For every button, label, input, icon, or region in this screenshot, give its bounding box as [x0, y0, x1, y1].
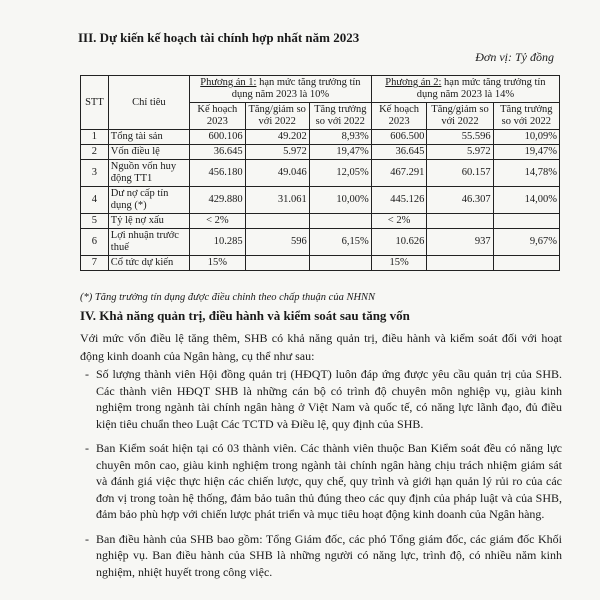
- cell-stt: 4: [81, 187, 109, 214]
- bullet-list: [78, 366, 562, 588]
- cell-indicator: Lợi nhuận trước thuế: [108, 229, 189, 256]
- cell-stt: 7: [81, 256, 109, 271]
- cell-plan-1-target: 456.180: [190, 160, 246, 187]
- cell-plan-2-target: 606.500: [371, 130, 427, 145]
- plan-2-title: Phương án 2:: [385, 77, 442, 88]
- section-3-title: III. Dự kiến kế hoạch tài chính hợp nhất năm 2023: [78, 30, 360, 45]
- cell-plan-2-target: 10.626: [371, 229, 427, 256]
- cell-plan-1-change: [245, 214, 309, 229]
- bullet-text: Số lượng thành viên Hội đồng quản trị (HĐQT) luôn đáp ứng được yêu cầu quản trị của SHB. Các thành viên HĐQT SHB là những cán bộ có trình độ chuyên môn nghiệp vụ, giàu kinh nghiệm trong ngành tài chính ngân hàng ở Việt Nam và quốc tế, có năng lực lãnh đạo, đủ điều kiện tiêu chuẩn theo Luật Các TCTD và Điều lệ, quy định của SHB.: [96, 367, 562, 431]
- bullet-dash-icon: -: [85, 367, 89, 381]
- table-row: [81, 187, 560, 214]
- table-row: [81, 256, 560, 271]
- cell-plan-2-change: [427, 256, 493, 271]
- cell-plan-2-change: 60.157: [427, 160, 493, 187]
- cell-plan-1-growth: 12,05%: [309, 160, 371, 187]
- cell-plan-2-change: 5.972: [427, 145, 493, 160]
- cell-plan-2-growth: [493, 214, 559, 229]
- cell-plan-2-growth: [493, 256, 559, 271]
- table-row: [81, 160, 560, 187]
- cell-plan-1-target: 600.106: [190, 130, 246, 145]
- header-plan-2: [371, 76, 559, 103]
- cell-plan-1-growth: 10,00%: [309, 187, 371, 214]
- cell-plan-1-target: 10.285: [190, 229, 246, 256]
- bullet-dash-icon: -: [85, 441, 89, 455]
- cell-plan-2-growth: 14,78%: [493, 160, 559, 187]
- cell-plan-1-growth: 8,93%: [309, 130, 371, 145]
- table-row: [81, 145, 560, 160]
- cell-plan-2-growth: 19,47%: [493, 145, 559, 160]
- cell-stt: 5: [81, 214, 109, 229]
- header-stt: STT: [81, 76, 109, 130]
- cell-plan-2-growth: 14,00%: [493, 187, 559, 214]
- cell-plan-1-target: 36.645: [190, 145, 246, 160]
- sub-header-plan-1-target: Kế hoạch 2023: [190, 103, 246, 130]
- cell-plan-1-target: < 2%: [190, 214, 246, 229]
- cell-plan-2-change: [427, 214, 493, 229]
- bullet-text: Ban Kiểm soát hiện tại có 03 thành viên. Các thành viên thuộc Ban Kiểm soát đều có năng lực chuyên môn cao, giàu kinh nghiệm trong ngành tài chính ngân hàng chịu trách nhiệm giám sát và đánh giá việc thực hiện các chiến lược, quy chế, quy trình và giới hạn quản lý rủi ro của các đơn vị trong toàn hệ thống, đảm bảo tuân thủ đúng theo các quy định của pháp luật và của SHB, đảm bảo phù hợp với chiến lược phát triển và mục tiêu hoạt động kinh doanh của Ngân hàng.: [96, 441, 562, 521]
- sub-header-plan-1-growth: Tăng trưởng so với 2022: [309, 103, 371, 130]
- cell-plan-1-change: 596: [245, 229, 309, 256]
- table-footnote: (*) Tăng trưởng tín dụng được điều chỉnh theo chấp thuận của NHNN: [80, 292, 376, 303]
- cell-plan-1-growth: 6,15%: [309, 229, 371, 256]
- section-4-title: IV. Khả năng quản trị, điều hành và kiểm soát sau tăng vốn: [80, 308, 410, 323]
- cell-indicator: Dư nợ cấp tín dụng (*): [108, 187, 189, 214]
- header-plan-1: [190, 76, 372, 103]
- cell-plan-1-growth: [309, 256, 371, 271]
- cell-indicator: Nguồn vốn huy động TT1: [108, 160, 189, 187]
- cell-plan-1-change: 5.972: [245, 145, 309, 160]
- plan-1-desc: hạn mức tăng trưởng tín dụng năm 2023 là 10%: [231, 77, 361, 100]
- table-row: [81, 214, 560, 229]
- cell-indicator: Tỷ lệ nợ xấu: [108, 214, 189, 229]
- table-row: [81, 130, 560, 145]
- cell-plan-2-growth: 10,09%: [493, 130, 559, 145]
- cell-stt: 2: [81, 145, 109, 160]
- cell-plan-1-change: 31.061: [245, 187, 309, 214]
- bullet-dash-icon: -: [85, 531, 89, 546]
- financial-plan-table: [80, 75, 560, 271]
- cell-stt: 3: [81, 160, 109, 187]
- list-item: [78, 440, 562, 523]
- plan-2-desc: hạn mức tăng trưởng tín dụng năm 2023 là 14%: [416, 77, 546, 100]
- cell-stt: 1: [81, 130, 109, 145]
- cell-plan-2-target: 36.645: [371, 145, 427, 160]
- cell-plan-2-target: < 2%: [371, 214, 427, 229]
- cell-indicator: Vốn điều lệ: [108, 145, 189, 160]
- unit-label: Đơn vị: Tỷ đồng: [475, 50, 554, 64]
- cell-indicator: Tổng tài sản: [108, 130, 189, 145]
- cell-plan-1-target: 15%: [190, 256, 246, 271]
- header-indicator: Chỉ tiêu: [108, 76, 189, 130]
- cell-plan-2-target: 15%: [371, 256, 427, 271]
- sub-header-plan-2-target: Kế hoạch 2023: [371, 103, 427, 130]
- cell-plan-1-target: 429.880: [190, 187, 246, 214]
- list-item: [78, 366, 562, 432]
- sub-header-plan-2-growth: Tăng trưởng so với 2022: [493, 103, 559, 130]
- sub-header-plan-2-change: Tăng/giảm so với 2022: [427, 103, 493, 130]
- sub-header-plan-1-change: Tăng/giảm so với 2022: [245, 103, 309, 130]
- cell-plan-2-growth: 9,67%: [493, 229, 559, 256]
- cell-stt: 6: [81, 229, 109, 256]
- bullet-text: Ban điều hành của SHB bao gồm: Tổng Giám đốc, các phó Tổng giám đốc, các giám đốc Khối nghiệp vụ. Ban điều hành của SHB là những người có năng lực, trình độ, có nhiều năm kinh nghiệm, nhiệt huyết trong công việc.: [96, 531, 562, 579]
- cell-plan-1-change: [245, 256, 309, 271]
- cell-indicator: Cổ tức dự kiến: [108, 256, 189, 271]
- list-item: [78, 531, 562, 581]
- cell-plan-1-growth: 19,47%: [309, 145, 371, 160]
- cell-plan-1-growth: [309, 214, 371, 229]
- plan-1-title: Phương án 1:: [200, 77, 257, 88]
- cell-plan-2-change: 937: [427, 229, 493, 256]
- cell-plan-2-change: 46.307: [427, 187, 493, 214]
- cell-plan-1-change: 49.046: [245, 160, 309, 187]
- cell-plan-1-change: 49.202: [245, 130, 309, 145]
- intro-paragraph: Với mức vốn điều lệ tăng thêm, SHB có khả năng quản trị, điều hành và kiểm soát đối với hoạt động kinh doanh của Ngân hàng, cụ thể như sau:: [80, 331, 562, 363]
- cell-plan-2-target: 467.291: [371, 160, 427, 187]
- cell-plan-2-change: 55.596: [427, 130, 493, 145]
- cell-plan-2-target: 445.126: [371, 187, 427, 214]
- table-row: [81, 229, 560, 256]
